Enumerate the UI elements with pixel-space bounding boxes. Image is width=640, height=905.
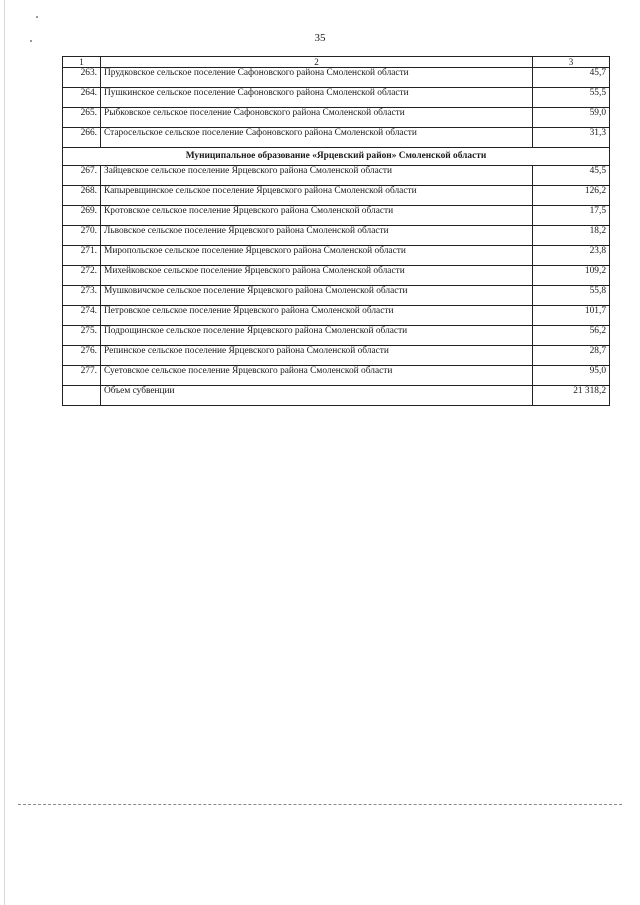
row-number: 271. xyxy=(63,246,101,266)
table-body-safonovo xyxy=(63,68,610,148)
row-number: 275. xyxy=(63,326,101,346)
total-row xyxy=(63,386,610,406)
row-number: 263. xyxy=(63,68,101,88)
table-row xyxy=(63,226,610,246)
subvention-value: 101,7 xyxy=(533,306,610,326)
subvention-value: 95,0 xyxy=(533,366,610,386)
settlement-name: Кротовское сельское поселение Ярцевского района Смоленской области xyxy=(101,206,533,226)
settlement-name: Миропольское сельское поселение Ярцевского района Смоленской области xyxy=(101,246,533,266)
subvention-value: 28,7 xyxy=(533,346,610,366)
table-row xyxy=(63,266,610,286)
table-row xyxy=(63,346,610,366)
settlement-name: Мушковичское сельское поселение Ярцевского района Смоленской области xyxy=(101,286,533,306)
settlement-name: Михейковское сельское поселение Ярцевского района Смоленской области xyxy=(101,266,533,286)
subvention-value: 55,5 xyxy=(533,88,610,108)
settlement-name: Петровское сельское поселение Ярцевского района Смоленской области xyxy=(101,306,533,326)
table-row xyxy=(63,108,610,128)
table-row xyxy=(63,246,610,266)
subvention-value: 59,0 xyxy=(533,108,610,128)
settlement-name: Капыревщинское сельское поселение Ярцевского района Смоленской области xyxy=(101,186,533,206)
table-row xyxy=(63,88,610,108)
table-row xyxy=(63,306,610,326)
subvention-value: 17,5 xyxy=(533,206,610,226)
settlement-name: Львовское сельское поселение Ярцевского района Смоленской области xyxy=(101,226,533,246)
row-number: 268. xyxy=(63,186,101,206)
row-number: 276. xyxy=(63,346,101,366)
table-row xyxy=(63,286,610,306)
settlement-name: Рыбковское сельское поселение Сафоновского района Смоленской области xyxy=(101,108,533,128)
settlement-name: Суетовское сельское поселение Ярцевского района Смоленской области xyxy=(101,366,533,386)
column-header: 2 xyxy=(101,57,533,68)
scan-speck xyxy=(36,16,38,18)
table-body-yartsevo xyxy=(63,166,610,386)
table-row xyxy=(63,206,610,226)
total-num-cell xyxy=(63,386,101,406)
row-number: 269. xyxy=(63,206,101,226)
subvention-value: 45,5 xyxy=(533,166,610,186)
row-number: 274. xyxy=(63,306,101,326)
subvention-value: 56,2 xyxy=(533,326,610,346)
table-row xyxy=(63,128,610,148)
settlement-name: Старосельское сельское поселение Сафоновского района Смоленской области xyxy=(101,128,533,148)
subvention-value: 55,8 xyxy=(533,286,610,306)
settlement-name: Пушкинское сельское поселение Сафоновского района Смоленской области xyxy=(101,88,533,108)
table-row xyxy=(63,366,610,386)
section-title: Муниципальное образование «Ярцевский район» Смоленской области xyxy=(63,148,610,166)
row-number: 270. xyxy=(63,226,101,246)
header-row xyxy=(63,57,610,68)
subvention-value: 23,8 xyxy=(533,246,610,266)
scan-edge xyxy=(4,0,5,905)
subvention-value: 109,2 xyxy=(533,266,610,286)
subvention-value: 45,7 xyxy=(533,68,610,88)
subvention-table xyxy=(62,56,610,406)
table-total xyxy=(63,386,610,406)
row-number: 265. xyxy=(63,108,101,128)
subvention-value: 18,2 xyxy=(533,226,610,246)
row-number: 272. xyxy=(63,266,101,286)
row-number: 277. xyxy=(63,366,101,386)
row-number: 264. xyxy=(63,88,101,108)
column-header: 1 xyxy=(63,57,101,68)
settlement-name: Репинское сельское поселение Ярцевского района Смоленской области xyxy=(101,346,533,366)
table-row xyxy=(63,326,610,346)
table-row xyxy=(63,166,610,186)
total-value: 21 318,2 xyxy=(533,386,610,406)
total-label: Объем субвенции xyxy=(101,386,533,406)
row-number: 267. xyxy=(63,166,101,186)
settlement-name: Зайцевское сельское поселение Ярцевского района Смоленской области xyxy=(101,166,533,186)
row-number: 273. xyxy=(63,286,101,306)
table-section xyxy=(63,148,610,166)
row-number: 266. xyxy=(63,128,101,148)
column-header: 3 xyxy=(533,57,610,68)
subvention-value: 126,2 xyxy=(533,186,610,206)
page-number: 35 xyxy=(314,32,326,44)
scan-fold-line xyxy=(18,804,622,805)
table-row xyxy=(63,186,610,206)
settlement-name: Прудковское сельское поселение Сафоновского района Смоленской области xyxy=(101,68,533,88)
section-header-row xyxy=(63,148,610,166)
settlement-name: Подрощинское сельское поселение Ярцевского района Смоленской области xyxy=(101,326,533,346)
subvention-value: 31,3 xyxy=(533,128,610,148)
table-row xyxy=(63,68,610,88)
